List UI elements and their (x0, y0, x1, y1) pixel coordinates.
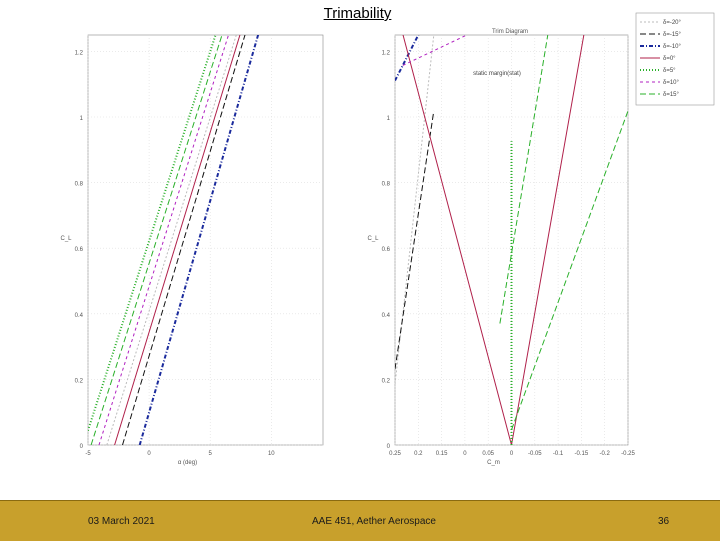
legend-label: δ=-20° (663, 20, 681, 26)
x-tick-label: 0 (147, 451, 151, 457)
annotation-text: static margin(stat) (473, 71, 521, 77)
y-tick-label: 1 (386, 116, 390, 122)
series-line (140, 0, 273, 445)
x-tick-label: -5 (85, 451, 91, 457)
x-axis-label: α (deg) (177, 460, 198, 466)
x-tick-label: -0.15 (574, 451, 589, 457)
y-tick-label: 0 (79, 444, 83, 450)
plot-frame (88, 35, 323, 445)
series-line (500, 20, 550, 324)
y-tick-label: 0.2 (74, 378, 83, 385)
y-axis-label: C_L (367, 236, 379, 242)
legend-label: δ=5° (663, 68, 676, 74)
y-tick-label: 0.8 (381, 181, 390, 188)
legend-label: δ=-10° (663, 44, 681, 50)
y-tick-label: 0.2 (381, 378, 390, 385)
y-tick-label: 0.8 (74, 181, 83, 188)
y-tick-label: 0.4 (381, 312, 390, 319)
right-trim-chart (367, 5, 635, 466)
legend-label: δ=15° (663, 92, 679, 98)
trim-diagram-title: Trim Diagram (491, 29, 529, 35)
y-tick-label: 1 (79, 116, 83, 122)
x-tick-label: 0 (463, 451, 467, 457)
x-tick-label: 0.15 (435, 451, 448, 457)
x-tick-label: 0.05 (482, 451, 495, 457)
x-tick-label: 10 (267, 451, 275, 457)
x-tick-label: -0.25 (621, 451, 635, 457)
series-line (99, 0, 245, 445)
x-tick-label: 0.25 (389, 451, 401, 457)
x-tick-label: -0.1 (552, 451, 564, 457)
series-line (512, 111, 629, 430)
x-tick-label: -0.2 (599, 451, 610, 457)
y-tick-label: 1.2 (381, 50, 390, 57)
page-number: 36 (658, 516, 670, 527)
y-tick-label: 0.4 (74, 312, 83, 319)
series-line (395, 111, 434, 369)
series-line (115, 0, 256, 445)
y-tick-label: 0 (386, 444, 390, 450)
series-line (83, 0, 232, 445)
legend-box (636, 13, 714, 105)
series-line (123, 0, 261, 445)
footer-course: AAE 451, Aether Aerospace (312, 516, 436, 527)
slide-title: Trimability (323, 5, 392, 22)
y-tick-label: 0.6 (74, 247, 83, 254)
footer-date: 03 March 2021 (88, 516, 155, 527)
x-tick-label: -0.05 (527, 451, 542, 457)
x-tick-label: 5 (208, 451, 212, 457)
legend-label: δ=-15° (663, 32, 681, 38)
legend-label: δ=10° (663, 80, 679, 86)
x-tick-label: 0.2 (414, 451, 423, 457)
y-axis-label: C_L (60, 236, 72, 242)
y-tick-label: 0.6 (381, 247, 390, 254)
series-line (91, 0, 238, 445)
y-tick-label: 1.2 (74, 50, 83, 57)
x-axis-label: C_m (487, 460, 500, 466)
left-lift-chart (60, 0, 323, 466)
footer-bar (0, 500, 720, 541)
legend-label: δ=0° (663, 56, 676, 62)
series-line (395, 5, 434, 81)
x-tick-label: 0 (509, 451, 514, 457)
